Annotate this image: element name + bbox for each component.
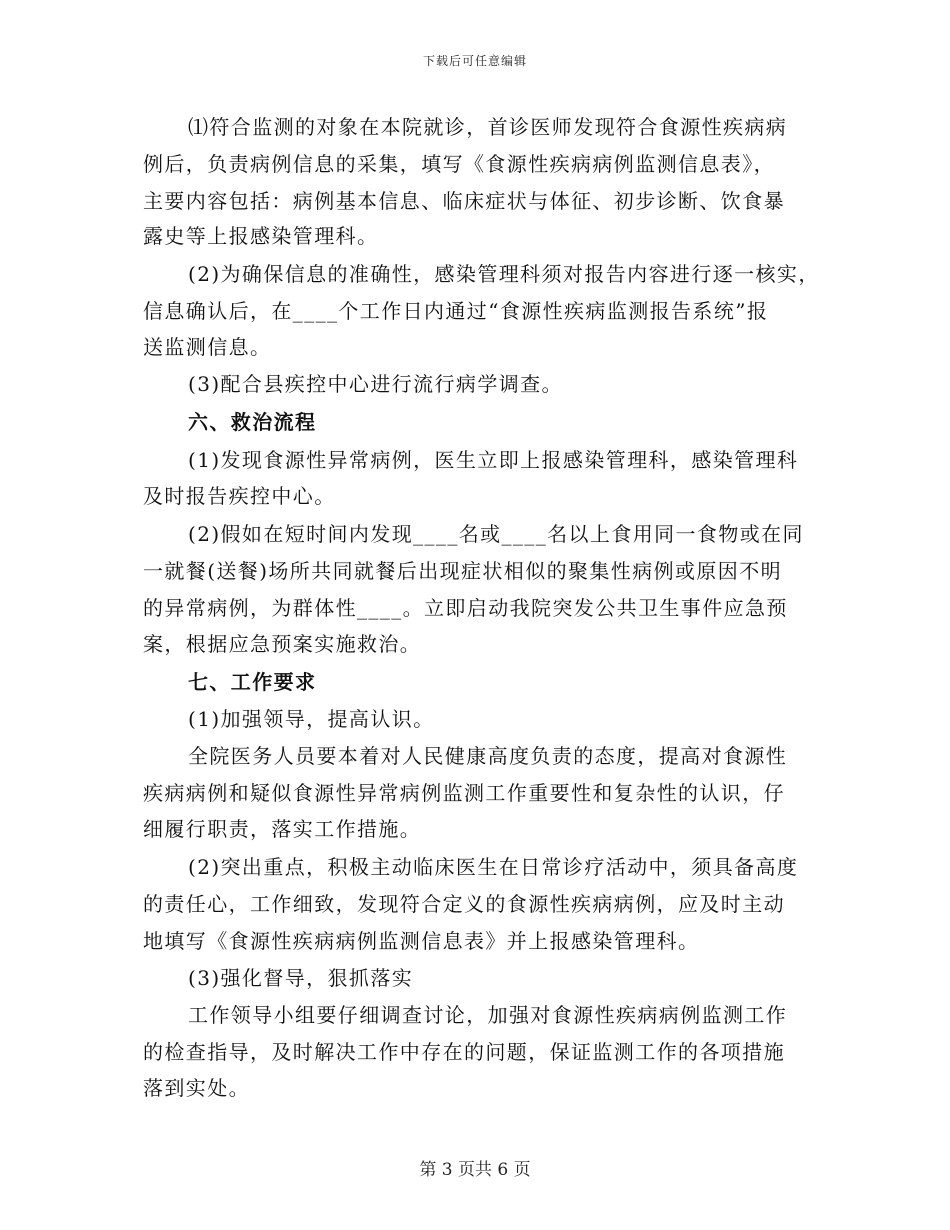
paragraph-line: 全院医务人员要本着对人民健康高度负责的态度，提高对食源性 bbox=[188, 744, 788, 768]
paragraph-line: 露史等上报感染管理科。 bbox=[143, 224, 379, 248]
paragraph-line: 送监测信息。 bbox=[143, 335, 272, 359]
paragraph-line: 信息确认后，在____个工作日内通过“食源性疾病监测报告系统”报 bbox=[143, 299, 769, 323]
paragraph-line: 细履行职责，落实工作措施。 bbox=[143, 817, 422, 841]
paragraph-line: ⑴符合监测的对象在本院就诊，首诊医师发现符合食源性疾病病 bbox=[188, 115, 788, 139]
paragraph-line: 的责任心，工作细致，发现符合定义的食源性疾病病例，应及时主动 bbox=[143, 892, 785, 916]
page-footer: 第 3 页共 6 页 bbox=[419, 1160, 531, 1180]
paragraph-line: (2)为确保信息的准确性，感染管理科须对报告内容进行逐一核实， bbox=[188, 262, 820, 286]
paragraph-line: 的检查指导，及时解决工作中存在的问题，保证监测工作的各项措施 bbox=[143, 1040, 785, 1064]
section-heading: 六、救治流程 bbox=[188, 410, 317, 434]
paragraph-line: (2)假如在短时间内发现____名或____名以上食用同一食物或在同 bbox=[188, 522, 804, 546]
paragraph-line: 的异常病例，为群体性____。立即启动我院突发公共卫生事件应急预 bbox=[143, 596, 788, 620]
paragraph-line: 一就餐(送餐)场所共同就餐后出现症状相似的聚集性病例或原因不明 bbox=[143, 559, 783, 583]
paragraph-line: (3)配合县疾控中心进行流行病学调查。 bbox=[188, 372, 563, 396]
paragraph-line: (3)强化督导，狠抓落实 bbox=[188, 966, 414, 990]
page-header: 下载后可任意编辑 bbox=[422, 54, 527, 68]
paragraph-line: 及时报告疾控中心。 bbox=[143, 484, 336, 508]
paragraph-line: 疾病病例和疑似食源性异常病例监测工作重要性和复杂性的认识，仔 bbox=[143, 781, 785, 805]
paragraph-line: (2)突出重点，积极主动临床医生在日常诊疗活动中，须具备高度 bbox=[188, 855, 799, 879]
paragraph-line: 例后，负责病例信息的采集，填写《食源性疾病病例监测信息表》， bbox=[143, 152, 775, 176]
paragraph-line: 案，根据应急预案实施救治。 bbox=[143, 632, 422, 656]
paragraph-line: (1)加强领导，提高认识。 bbox=[188, 707, 435, 731]
section-heading: 七、工作要求 bbox=[188, 670, 317, 694]
paragraph-line: 工作领导小组要仔细调查讨论，加强对食源性疾病病例监测工作 bbox=[188, 1003, 788, 1027]
paragraph-line: (1)发现食源性异常病例，医生立即上报感染管理科，感染管理科 bbox=[188, 448, 799, 472]
paragraph-line: 落到实处。 bbox=[143, 1076, 250, 1100]
paragraph-line: 地填写《食源性疾病病例监测信息表》并上报感染管理科。 bbox=[143, 929, 700, 953]
paragraph-line: 主要内容包括：病例基本信息、临床症状与体征、初步诊断、饮食暴 bbox=[143, 189, 785, 213]
